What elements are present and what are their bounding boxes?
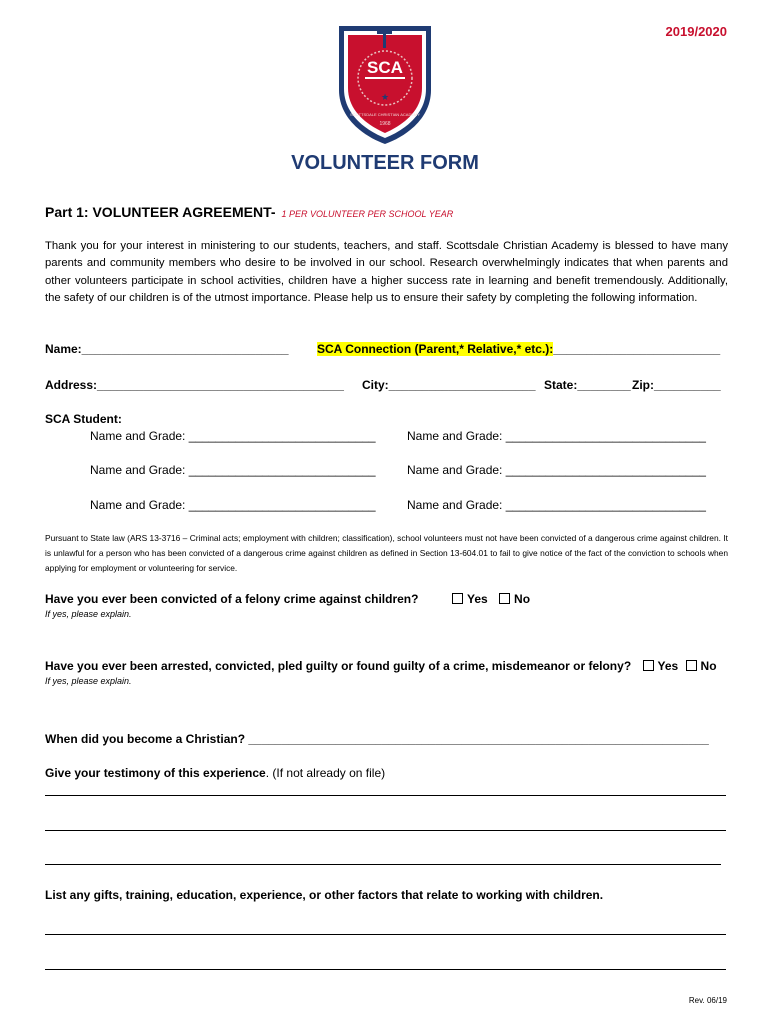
felony-no-label: No <box>514 592 531 606</box>
question-felony: Have you ever been convicted of a felony crime against children? <box>45 592 419 606</box>
crime-no-label: No <box>700 659 717 673</box>
name-field[interactable] <box>45 342 289 356</box>
crime-yes-checkbox[interactable] <box>643 660 654 671</box>
svg-text:SCOTTSDALE CHRISTIAN ACADEMY: SCOTTSDALE CHRISTIAN ACADEMY <box>349 112 421 117</box>
intro-paragraph: Thank you for your interest in ministering to our students, teachers, and staff. Scottsdale Christian Academy is blessed to have many parents and community members who desire to be involved in our school. Research overwhelmingly indicates that when parents and other volunteers participate in school activities, children have a higher success rate in learning and benefit tremendously. Additionally, the safety of our children is of the utmost importance. Please help us to ensure their safety by completing the following information. <box>45 240 728 305</box>
svg-text:1968: 1968 <box>379 121 391 127</box>
question-crime: Have you ever been arrested, convicted, pled guilty or found guilty of a crime, misdemeanor or felony? <box>45 659 632 673</box>
part1-note: 1 PER VOLUNTEER PER SCHOOL YEAR <box>281 209 454 219</box>
zip-field[interactable]: Zip:__________ <box>632 378 721 392</box>
testimony-prompt <box>45 766 385 780</box>
connection-line: _________________________ <box>553 342 721 356</box>
student-name-grade-3[interactable]: Name and Grade: ____________________________ <box>90 463 376 477</box>
gifts-prompt: List any gifts, training, education, experience, or other factors that relate to working with children. <box>45 888 604 902</box>
svg-text:SCA: SCA <box>367 58 403 77</box>
student-name-grade-5[interactable]: Name and Grade: ____________________________ <box>90 498 376 512</box>
felony-no-checkbox[interactable] <box>499 593 510 604</box>
name-label: Name:____________________________ <box>45 342 269 356</box>
testimony-note: . (If not already on file) <box>265 766 386 780</box>
part1-title: Part 1: VOLUNTEER AGREEMENT- <box>45 204 276 220</box>
felony-explain-hint: If yes, please explain. <box>45 609 132 619</box>
gifts-line-1[interactable] <box>45 934 726 935</box>
state-field[interactable]: State:________ <box>544 378 631 392</box>
crime-question-row <box>45 659 717 673</box>
student-name-grade-4[interactable]: Name and Grade: ______________________________ <box>407 463 706 477</box>
connection-label: SCA Connection (Parent,* Relative,* etc.): <box>317 342 554 356</box>
felony-yes-checkbox[interactable] <box>452 593 463 604</box>
crime-yes-label: Yes <box>657 659 679 673</box>
name-tail: ___ <box>268 342 289 356</box>
revision-label: Rev. 06/19 <box>688 996 727 1005</box>
address-field[interactable]: Address:_____________________________________ <box>45 378 344 392</box>
connection-field[interactable] <box>317 342 720 356</box>
crime-no-checkbox[interactable] <box>686 660 697 671</box>
felony-options <box>452 592 530 606</box>
testimony-line-2[interactable] <box>45 830 726 831</box>
gifts-line-2[interactable] <box>45 969 726 970</box>
school-year: 2019/2020 <box>665 24 727 39</box>
student-name-grade-6[interactable]: Name and Grade: ______________________________ <box>407 498 706 512</box>
form-title: VOLUNTEER FORM <box>291 152 479 174</box>
svg-text:★: ★ <box>380 92 390 102</box>
testimony-line-1[interactable] <box>45 795 726 796</box>
student-name-grade-1[interactable]: Name and Grade: ____________________________ <box>90 429 376 443</box>
crime-explain-hint: If yes, please explain. <box>45 676 132 686</box>
city-field[interactable]: City:______________________ <box>362 378 536 392</box>
student-heading: SCA Student: <box>45 412 122 426</box>
testimony-label: Give your testimony of this experience <box>45 766 266 780</box>
testimony-line-3[interactable] <box>45 864 721 865</box>
state-law-notice: Pursuant to State law (ARS 13-3716 – Criminal acts; employment with children; classification), school volunteers must not have been convicted of a dangerous crime against children. It is unlawful for a person who has been convicted of a dangerous crime against children as defined in Section 13-604.01 to fail to give notice of the fact of the conviction to schools when applying for employment or volunteering for service. <box>45 533 728 573</box>
felony-yes-label: Yes <box>467 592 488 606</box>
part1-heading <box>45 204 453 220</box>
student-name-grade-2[interactable]: Name and Grade: ______________________________ <box>407 429 706 443</box>
christian-question[interactable]: When did you become a Christian? _____________________________________________________________________ <box>45 732 709 746</box>
sca-crest-logo <box>333 20 437 146</box>
